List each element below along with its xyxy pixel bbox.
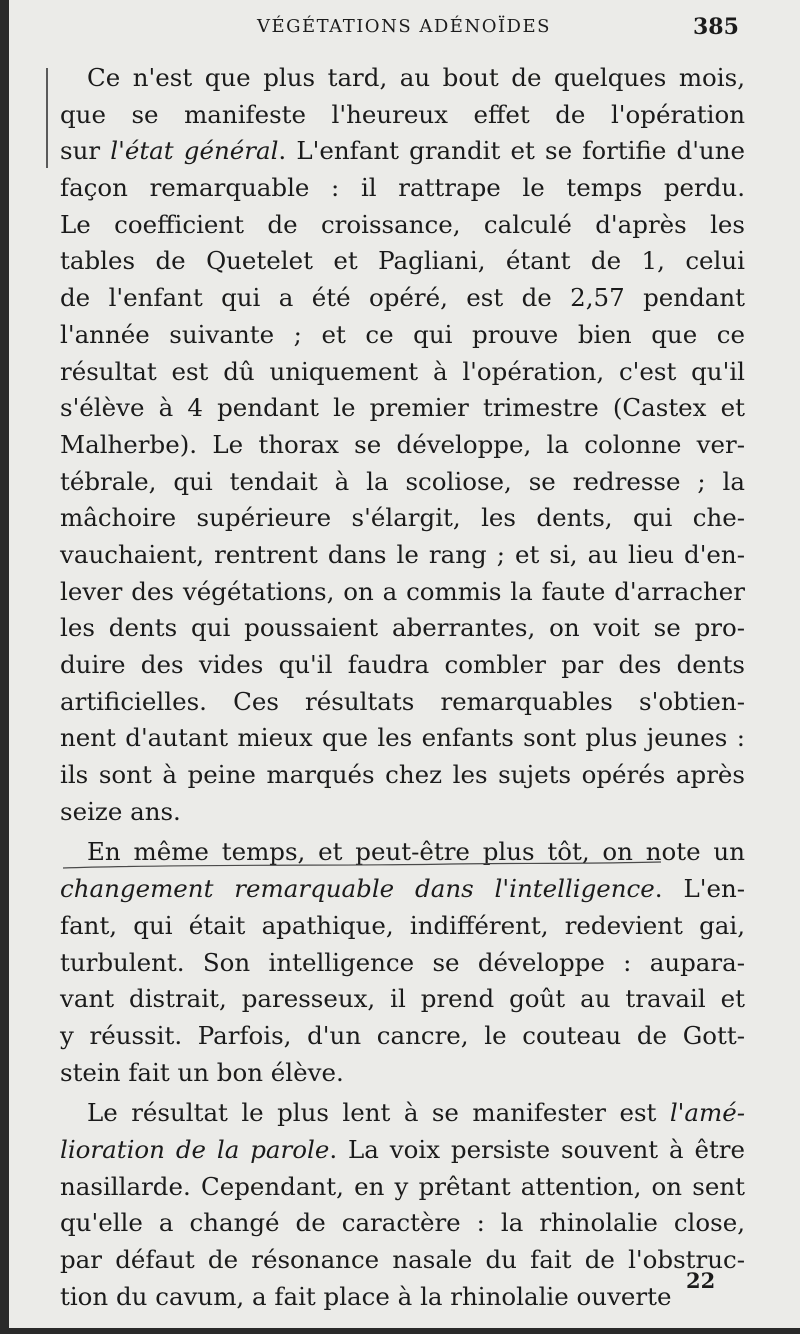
paragraph — [60, 1095, 745, 1315]
text-segment: par défaut de résonance nasale du fait de l'obstruc- — [60, 1245, 745, 1274]
text-segment: seize ans. — [60, 796, 181, 826]
text-line — [60, 537, 745, 574]
text-segment: . L'en- — [654, 874, 746, 904]
text-line — [60, 207, 745, 244]
text-line — [60, 464, 745, 501]
text-line — [60, 354, 745, 391]
text-segment: duire des vides qu'il faudra combler par des dents — [60, 650, 745, 679]
text-segment: tion du cavum, a fait place à la rhinolalie ouverte — [60, 1281, 672, 1311]
italic-text: lioration de la parole — [60, 1134, 330, 1164]
text-segment: de l'enfant qui a été opéré, est de 2,57 pendant — [60, 283, 745, 313]
text-line — [60, 757, 745, 794]
text-line — [60, 1132, 745, 1169]
text-line — [60, 945, 745, 982]
text-line — [60, 427, 745, 464]
text-segment: tables de Quetelet et Pagliani, étant de 1, celui — [60, 246, 745, 276]
text-line — [60, 97, 745, 134]
text-segment: turbulent. Son intelligence se développe : aupara- — [60, 947, 745, 977]
signature-mark: 22 — [686, 1268, 716, 1293]
text-segment: . L'enfant grandit et se fortifie d'une — [278, 136, 745, 166]
text-segment: Le résultat le plus lent à se manifester est — [87, 1098, 670, 1128]
text-segment: Ce n'est que plus tard, au bout de quelques mois, — [87, 63, 745, 92]
running-title: VÉGÉTATIONS ADÉNOÏDES — [257, 16, 551, 37]
text-line — [60, 647, 745, 684]
text-segment: En même temps, et peut-être plus tôt, on note un — [87, 837, 745, 867]
text-segment: s'élève à 4 pendant le premier trimestre (Castex et — [60, 393, 745, 423]
text-line — [60, 133, 745, 170]
italic-text: l'état général — [110, 136, 279, 166]
text-segment: . La voix persiste souvent à être — [329, 1134, 745, 1164]
text-segment: stein fait un bon élève. — [60, 1057, 344, 1087]
running-head — [9, 16, 800, 46]
text-segment: l'année suivante ; et ce qui prouve bien que ce — [60, 319, 745, 349]
text-segment: résultat est dû uniquement à l'opération, c'est qu'il — [60, 356, 745, 386]
italic-text: changement remarquable dans l'intelligence — [60, 874, 655, 904]
text-segment: nent d'autant mieux que les enfants sont plus jeunes : — [60, 723, 745, 753]
text-segment: y réussit. Parfois, d'un cancre, le couteau de Gott- — [60, 1020, 745, 1050]
text-segment: fant, qui était apathique, indifférent, redevient gai, — [60, 910, 745, 940]
text-line — [60, 1169, 745, 1206]
text-line — [60, 243, 745, 280]
text-segment: vant distrait, paresseux, il prend goût au travail et — [60, 984, 745, 1014]
page-number: 385 — [693, 14, 739, 40]
text-line — [60, 574, 745, 611]
text-line — [60, 390, 745, 427]
text-segment: Le coefficient de croissance, calculé d'après les — [60, 209, 745, 239]
text-segment: tébrale, qui tendait à la scoliose, se redresse ; la — [60, 466, 745, 496]
margin-pencil-mark — [46, 68, 48, 168]
text-line — [60, 1055, 745, 1092]
text-segment: ils sont à peine marqués chez les sujets opérés après — [60, 760, 745, 790]
paragraph — [60, 60, 745, 830]
text-line — [60, 280, 745, 317]
text-line — [60, 317, 745, 354]
text-segment: sur — [60, 136, 111, 166]
text-segment: lever des végétations, on a commis la faute d'arracher — [60, 576, 745, 606]
text-line — [60, 1242, 745, 1279]
text-segment: les dents qui poussaient aberrantes, on voit se pro- — [60, 613, 745, 643]
text-line — [60, 794, 745, 831]
pencil-underline — [61, 858, 701, 884]
text-line — [60, 1095, 745, 1132]
text-segment: vauchaient, rentrent dans le rang ; et si, au lieu d'en- — [60, 539, 745, 569]
text-segment: mâchoire supérieure s'élargit, les dents, qui che- — [60, 503, 745, 533]
text-line — [60, 684, 745, 721]
text-segment: artificielles. Ces résultats remarquables s'obtien- — [60, 686, 745, 716]
text-line — [60, 908, 745, 945]
text-line — [60, 610, 745, 647]
text-line — [60, 1279, 745, 1316]
text-line — [60, 981, 745, 1018]
text-line — [60, 1018, 745, 1055]
text-segment: qu'elle a changé de caractère : la rhinolalie close, — [60, 1208, 745, 1238]
text-segment: façon remarquable : il rattrape le temps perdu. — [60, 173, 745, 203]
text-line — [60, 60, 745, 97]
text-line — [60, 500, 745, 537]
text-segment: Malherbe). Le thorax se développe, la colonne ver- — [60, 429, 745, 459]
body-text — [60, 60, 745, 1315]
text-line — [60, 1205, 745, 1242]
italic-text: l'amé- — [669, 1098, 745, 1128]
text-line — [60, 720, 745, 757]
text-segment: nasillarde. Cependant, en y prêtant attention, on sent — [60, 1171, 745, 1201]
text-segment: que se manifeste l'heureux effet de l'opération — [60, 99, 745, 129]
text-line — [60, 170, 745, 207]
